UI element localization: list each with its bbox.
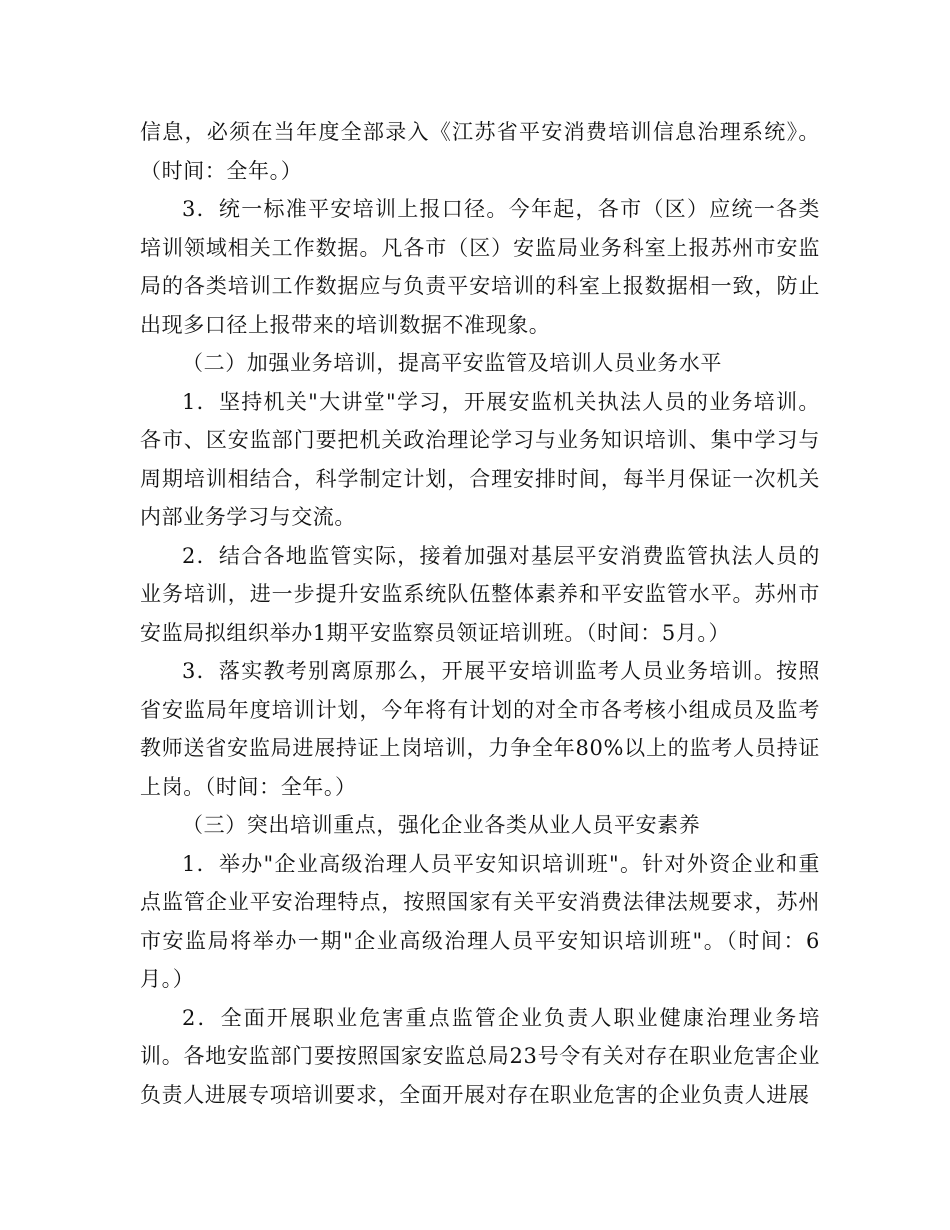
section-heading-3: （三）突出培训重点，强化企业各类从业人员平安素养: [182, 813, 701, 837]
paragraph-item-2-3: 3．落实教考别离原那么，开展平安培训监考人员业务培训。按照省安监局年度培训计划，今年将有计划的对全市各考核小组成员及监考教师送省安监局进展持证上岗培训，力争全年80%以上的监考人员持证上岗。（时间：全年。）: [140, 659, 820, 799]
paragraph-intro: 信息，必须在当年度全部录入《江苏省平安消费培训信息治理系统》。（时间：全年。）: [140, 120, 820, 183]
paragraph-item-2-1: 1．坚持机关"大讲堂"学习，开展安监机关执法人员的业务培训。各市、区安监部门要把机关政治理论学习与业务知识培训、集中学习与周期培训相结合，科学制定计划，合理安排时间，每半月保证一次机关内部业务学习与交流。: [140, 389, 820, 529]
paragraph-item-3-2: 2．全面开展职业危害重点监管企业负责人职业健康治理业务培训。各地安监部门要按照国家安监总局23号令有关对存在职业危害企业负责人进展专项培训要求，全面开展对存在职业危害的企业负责人进展: [140, 1005, 820, 1107]
section-heading-2: （二）加强业务培训，提高平安监管及培训人员业务水平: [182, 351, 722, 375]
paragraph-item-1-3: 3．统一标准平安培训上报口径。今年起，各市（区）应统一各类培训领域相关工作数据。凡各市（区）安监局业务科室上报苏州市安监局的各类培训工作数据应与负责平安培训的科室上报数据相一致，防止出现多口径上报带来的培训数据不准现象。: [140, 197, 820, 337]
paragraph-item-3-1: 1．举办"企业高级治理人员平安知识培训班"。针对外资企业和重点监管企业平安治理特点，按照国家有关平安消费法律法规要求，苏州市安监局将举办一期"企业高级治理人员平安知识培训班"。（时间：6月。）: [140, 851, 820, 991]
paragraph-item-2-2: 2．结合各地监管实际，接着加强对基层平安消费监管执法人员的业务培训，进一步提升安监系统队伍整体素养和平安监管水平。苏州市安监局拟组织举办1期平安监察员领证培训班。（时间：5月。）: [140, 543, 820, 645]
document-body: [140, 113, 820, 1114]
